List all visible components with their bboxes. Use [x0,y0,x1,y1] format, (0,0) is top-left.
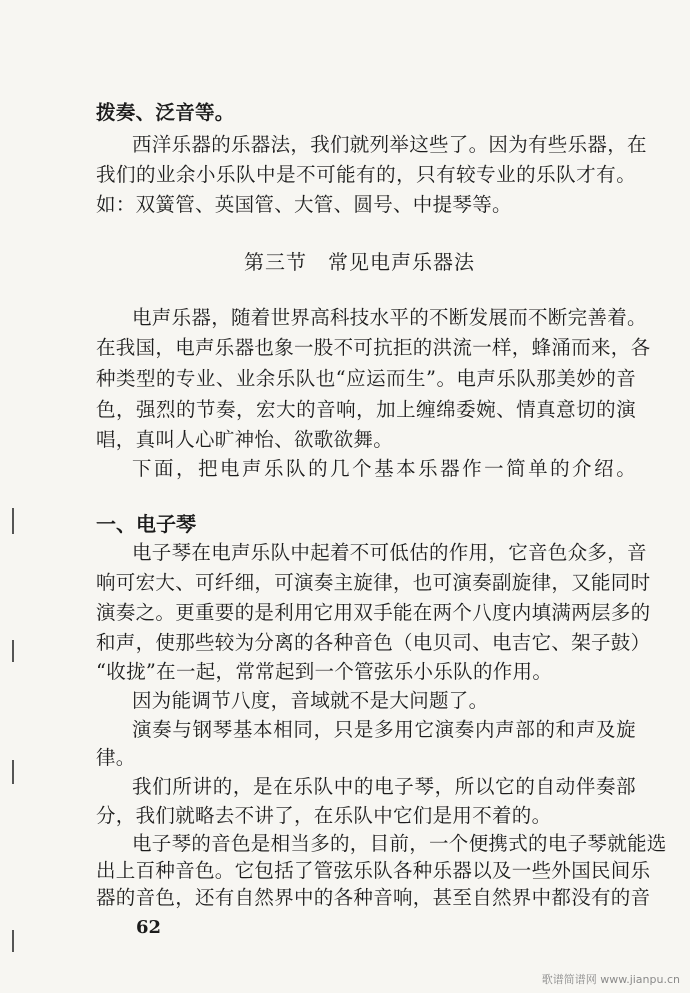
text-line-16: 因为能调节八度，音域就不是大问题了。 [132,689,489,712]
text-line-10: 下面，把电声乐队的几个基本乐器作一简单的介绍。 [132,457,636,480]
text-line-9: 唱，真叫人心旷神怡、欲歌欲舞。 [96,428,394,451]
text-line-3: 我们的业余小乐队中是不可能有的，只有较专业的乐队才有。 [96,163,636,186]
scan-margin-mark [12,760,14,784]
scan-margin-mark [12,640,14,662]
text-line-2: 西洋乐器的乐器法，我们就列举这些了。因为有些乐器，在 [132,133,647,156]
text-line-19: 我们所讲的，是在乐队中的电子琴，所以它的自动伴奏部 [132,775,636,798]
text-line-23: 器的音色，还有自然界中的各种音响，甚至自然界中都没有的音 [96,886,651,909]
text-line-20: 分，我们就略去不讲了，在乐队中它们是用不着的。 [96,804,552,827]
text-line-18: 律。 [96,746,136,769]
text-line-15: “收拢”在一起，常常起到一个管弦乐小乐队的作用。 [96,660,553,683]
text-line-11: 电子琴在电声乐队中起着不可低估的作用，它音色众多，音 [132,541,647,564]
scan-margin-mark [12,508,14,534]
text-line-4: 如：双簧管、英国管、大管、圆号、中提琴等。 [96,193,512,216]
text-line-8: 色，强烈的节奏，宏大的音响，加上缠绵委婉、情真意切的演 [96,398,636,421]
text-line-17: 演奏与钢琴基本相同，只是多用它演奏内声部的和声及旋 [132,718,636,741]
subsection-heading: 一、电子琴 [96,512,196,536]
text-line-22: 出上百种音色。它包括了管弦乐队各种乐器以及一些外国民间乐 [96,859,651,882]
text-line-6: 在我国，电声乐器也象一股不可抗拒的洪流一样，蜂涌而来，各 [96,336,651,359]
text-line-1: 拨奏、泛音等。 [96,101,235,124]
scan-margin-mark [12,930,14,952]
section-title: 第三节 常见电声乐器法 [244,250,475,274]
site-watermark: 歌谱简谱网 www.jianpu.cn [541,973,680,986]
text-line-21: 电子琴的音色是相当多的，目前，一个便携式的电子琴就能选 [132,832,667,855]
text-line-14: 和声，使那些较为分离的各种音色（电贝司、电吉它、架子鼓） [96,631,651,654]
text-line-13: 演奏之。更重要的是利用它用双手能在两个八度内填满两层多的 [96,601,651,624]
page-number: 62 [136,917,162,938]
text-line-5: 电声乐器，随着世界高科技水平的不断发展而不断完善着。 [132,306,647,329]
text-line-7: 种类型的专业、业余乐队也“应运而生”。电声乐队那美妙的音 [96,367,636,390]
text-line-12: 响可宏大、可纤细，可演奏主旋律，也可演奏副旋律，又能同时 [96,571,651,594]
